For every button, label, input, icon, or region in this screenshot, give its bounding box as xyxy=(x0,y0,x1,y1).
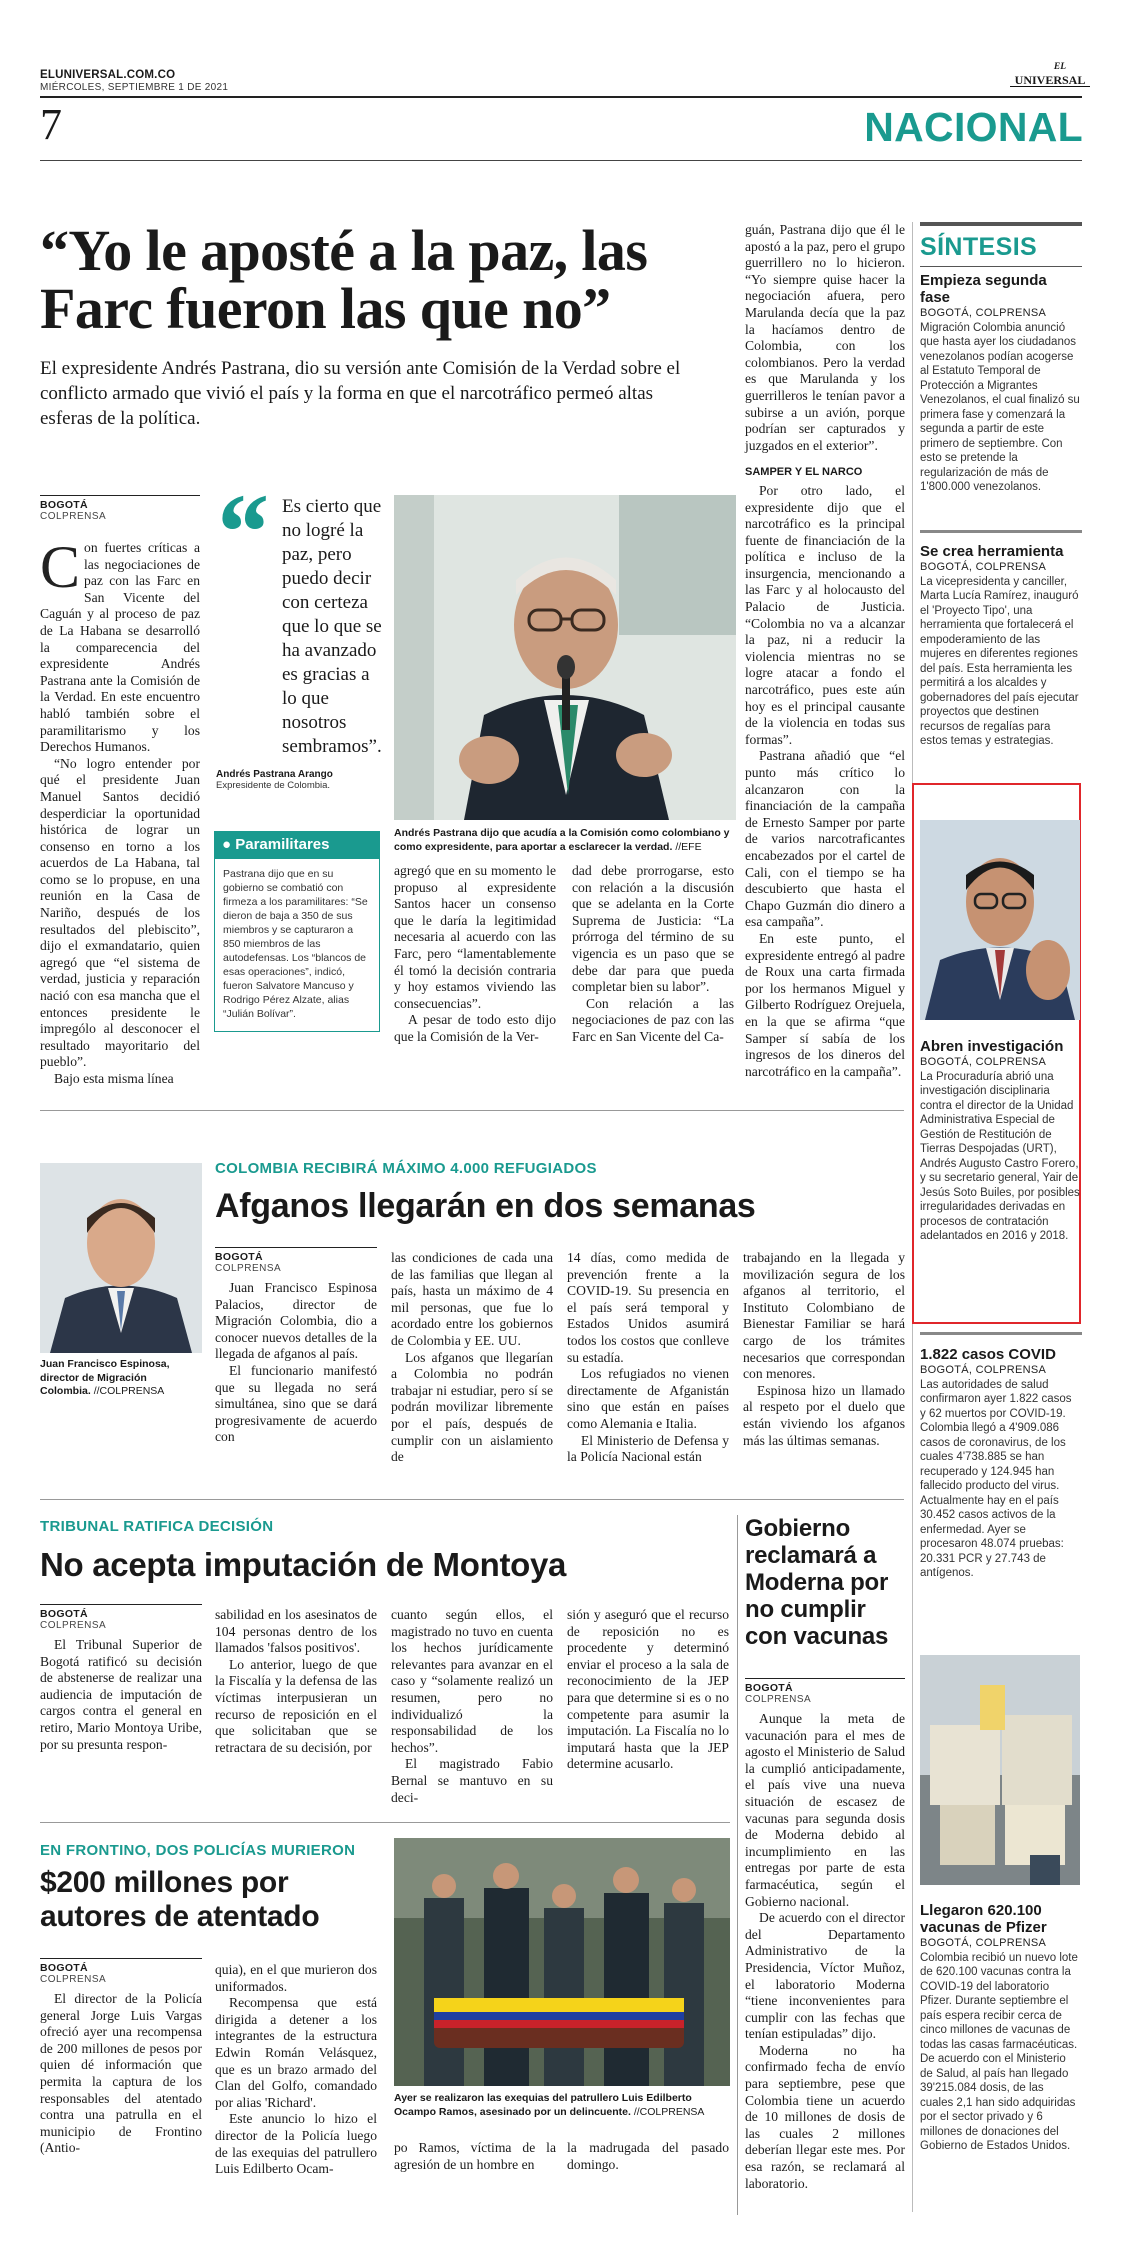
main-deck: El expresidente Andrés Pastrana, dio su versión ante Comisión de la Verdad sobre el conflicto armado que vivió el país y la forma en que el narcotráfico permeó altas esferas de la política. xyxy=(40,358,681,429)
frontino-kicker: EN FRONTINO, DOS POLICÍAS MURIERON xyxy=(40,1842,356,1859)
pastrana-caption: Andrés Pastrana dijo que acudía a la Comisión como colombiano y como expresidente, para aportar a esclarecer la verdad. //EFE xyxy=(394,827,730,853)
sintesis-item-pfizer: Llegaron 620.100 vacunas de Pfizer BOGOTÁ, COLPRENSA Colombia recibió un nuevo lote de 620.100 vacunas contra la COVID-19 del laboratorio Pfizer. Durante septiembre el país espera recibir cerca de cinco millones de vacunas de todas las casas farmacéuticas. De acuerdo con el Ministerio de Salud, al país han llegado 39'215.084 dosis, de las cuales 2,1 han sido adquiridas por el sector privado y 6 millones de donaciones del Gobierno de Estados Unidos. xyxy=(920,1902,1078,2152)
divider-frontino xyxy=(40,1822,730,1823)
exequias-photo xyxy=(394,1838,730,2086)
bullet-icon: ● xyxy=(222,836,232,853)
quote-text: Es cierto que no logré la paz, pero puedo decir con certeza que lo que se ha avanzado es gracias a lo que nosotros sembramos”. xyxy=(282,496,382,757)
quote-role: Expresidente de Colombia. xyxy=(216,780,331,791)
pastrana-photo xyxy=(394,495,736,820)
sintesis-title: SÍNTESIS xyxy=(920,233,1038,261)
divider-montoya xyxy=(40,1499,904,1500)
espinosa-photo xyxy=(40,1163,202,1353)
afganos-headline: Afganos llegarán en dos semanas xyxy=(215,1187,756,1225)
espinosa-illustration xyxy=(40,1163,202,1353)
vacunas-illustration xyxy=(920,1655,1080,1885)
montoya-kicker: TRIBUNAL RATIFICA DECISIÓN xyxy=(40,1518,274,1535)
issue-date: MIÉRCOLES, SEPTIEMBRE 1 DE 2021 xyxy=(40,82,229,93)
exequias-illustration xyxy=(394,1838,730,2086)
main-col-5: guán, Pastrana dijo que él le apostó a la paz, pero el grupo guerrillero no lo hicieron. “Yo siempre quise hacer la negociación afuera, pero Marulanda decía que la paz la hacíamos dentro de Colombia, con los colombianos. Pero la verdad es que Marulanda y los guerrilleros le tenían pavor a subirse a un avión, porque podrían ser capturados y juzgados en el exterior”. SAMPER Y EL NARCO Por otro lado, el expresidente dijo que el narcotráfico es la principal fuente de financiación de la política e incluso de la insurgencia, mencionando a las Farc y al holocausto del Palacio de Justicia. “Colombia no va a alcanzar la paz, ni a reducir la violencia mientras no se logre atacar a fondo el narcotráfico, pues este aún hoy es el principal causante de la violencia en todas sus formas”. Pastrana añadió que “el punto más crítico lo alcanzaron con la financiación de la campaña de Ernesto Samper por parte de varios narcotraficantes encabezados por el cartel de Cali, con el tiempo se ha descubierto que hasta el Chapo Guzmán dio dinero a esa campaña”. En este punto, el expresidente entregó al padre de Roux una carta firmada por los hermanos Miguel y Gilberto Rodríguez Orejuela, en la que se afirma “que Samper sí sabía de los ingresos de los dineros del narcotráfico en la campaña”. xyxy=(745,222,905,1079)
afganos-col-3: 14 días, como medida de prevención frente a la COVID-19. Su presencia en el país será temporal y Estados Unidos asumirá todos los costos que conlleve su estadía. Los refugiados no vienen directamente de Afganistán sino que están en países como Alemania e Italia. El Ministerio de Defensa y la Policía Nacional están xyxy=(567,1250,729,1465)
moderna-story: BOGOTÁ COLPRENSA Aunque la meta de vacunación para el mes de agosto el Ministerio de Salud la cumplió anticipadamente, el país vive una nueva situación de escasez de vacunas para segunda dosis de Moderna debido al incumplimiento en las entregas por parte de esta farmacéutica, según el Gobierno nacional. De acuerdo con el director del Departamento Administrativo de la Presidencia, Víctor Muñoz, el laboratorio Moderna “tiene inconvenientes para cumplir con las fechas que tenían estipuladas” dijo. Moderna no ha confirmado fecha de envío para septiembre, pese que Colombia tiene un acuerdo de 10 millones de dosis de las cuales 2 millones deberían llegar este mes. Por esa razón, se reclamará al laboratorio. xyxy=(745,1678,905,2192)
main-location: BOGOTÁ xyxy=(40,499,88,511)
frontino-col-2: quia), en el que murieron dos uniformados. Recompensa que está dirigida a detener a los integrantes de la estructura Edwin Román Velásquez, que es un brazo armado del Clan del Golfo, comandado por alias 'Richard'. Este anuncio lo hizo el director de la Policía luego de las exequias del patrullero Luis Edilberto Ocam- xyxy=(215,1962,377,2177)
paramilitares-box xyxy=(214,831,380,1081)
moderna-headline: Gobierno reclamará a Moderna por no cumplir con vacunas xyxy=(745,1515,889,1650)
sintesis-divider-2 xyxy=(920,1332,1082,1335)
page-number: 7 xyxy=(40,100,62,149)
subhead-samper: SAMPER Y EL NARCO xyxy=(745,466,863,479)
afganos-col-4: trabajando en la llegada y movilización segura de los afganos al territorio, el Instituto Colombiano de Bienestar Familiar se hará cargo de los trámites necesarios que correspondan con menores. Espinosa hizo un llamado al respeto por el duelo que están viviendo los afganos más las últimas semanas. xyxy=(743,1250,905,1448)
main-headline: “Yo le aposté a la paz, las Farc fueron las que no” xyxy=(40,218,648,341)
site-url: ELUNIVERSAL.COM.CO xyxy=(40,69,176,81)
montoya-col-4: sión y aseguró que el recurso de reposición no es procedente y determinó enviar el proceso a la sala de reconocimiento de la JEP para que determine si es o no competente para asumir la imputación. La Fiscalía no lo imputará hasta que la JEP determine acusarlo. xyxy=(567,1607,729,1772)
afganos-kicker: COLOMBIA RECIBIRÁ MÁXIMO 4.000 REFUGIADOS xyxy=(215,1160,597,1177)
pull-quote xyxy=(212,471,382,791)
header-rule xyxy=(40,96,1082,98)
quote-mark-icon: “ xyxy=(212,471,267,593)
sintesis-divider-1 xyxy=(920,530,1082,533)
montoya-col-1: BOGOTÁ COLPRENSA El Tribunal Superior de Bogotá ratificó su decisión de abstenerse de realizar una audiencia de imputación de cargos contra el general en retiro, Mario Montoya Uribe, por su presunta respon- xyxy=(40,1604,202,1753)
espinosa-caption: Juan Francisco Espinosa, director de Migración Colombia. //COLPRENSA xyxy=(40,1358,170,1397)
main-col-1: BOGOTÁ COLPRENSA Con fuertes críticas a las negociaciones de paz con las Farc en San Vicente del Caguán y al proceso de paz de La Habana se desarrolló la comparecencia del expresidente Andrés Pastrana ante la Comisión de la Verdad. En este encuentro habló también sobre el paramilitarismo y los Derechos Humanos. “No logro entender por qué el presidente Juan Manuel Santos decidió desperdiciar la oportunidad histórica de lograr un consenso en torno a los acuerdos de La Habana, tal como se lo propuse, en una reunión en la Casa de Nariño, después de los resultados del plebiscito”, dijo el exmandatario, quien agregó que “el sistema de verdad, justicia y reparación nació con esa mancha que el entonces presidente le imprególo al desconocer el resultado mayoritario del pueblo”. Bajo esta misma línea xyxy=(40,495,200,1088)
frontino-headline: $200 millones por autores de atentado xyxy=(40,1866,320,1933)
quote-author: Andrés Pastrana Arango xyxy=(216,769,333,780)
pastrana-illustration xyxy=(394,495,736,820)
sintesis-top-rule xyxy=(920,222,1082,226)
frontino-col-1: BOGOTÁ COLPRENSA El director de la Policía general Jorge Luis Vargas ofreció ayer una recompensa de 200 millones de pesos por quien dé información que permita la captura de los responsables del atentado contra una patrulla en el municipio de Frontino (Antio- xyxy=(40,1958,202,2157)
sintesis-item-herramienta: Se crea herramienta BOGOTÁ, COLPRENSA La vicepresidenta y canciller, Marta Lucía Ramírez, inauguró el 'Proyecto Tipo', una herramienta que fortalecerá el empoderamiento de las mujeres en diferentes regiones del país. Esta herramienta les permitirá a los alcaldes y gobernadores del país ejecutar proyectos que destinen recursos de regalías para estos temas y estrategias. xyxy=(920,543,1079,747)
frontino-col-3: po Ramos, víctima de la agresión de un hombre en xyxy=(394,2140,556,2172)
main-col-4: dad debe prorrogarse, esto con relación a la discusión que se adelanta en la Corte Suprema de Justicia: “La prórroga del término de su vigencia es un paso que se debe dar para que pueda completar bien su labor”. Con relación a las negociaciones de paz con las Farc en San Vicente del Ca- xyxy=(572,863,734,1044)
section-rule xyxy=(40,160,1082,161)
afganos-col-1: BOGOTÁ COLPRENSA Juan Francisco Espinosa Palacios, director de Migración Colombia, dio a conocer nuevos detalles de la llegada de afganos al país. El funcionario manifestó que su llegada no será simultánea, sino que se dará progresivamente de acuerdo con xyxy=(215,1247,377,1446)
montoya-headline: No acepta imputación de Montoya xyxy=(40,1546,567,1583)
logo: UNIVERSAL xyxy=(1010,74,1090,87)
investigacion-photo xyxy=(920,820,1080,1020)
divider-afganos xyxy=(40,1110,904,1111)
logo-top: EL xyxy=(1053,62,1067,72)
frontino-col-4: la madrugada del pasado domingo. xyxy=(567,2140,729,2172)
exequias-caption: Ayer se realizaron las exequias del patrullero Luis Edilberto Ocampo Ramos, asesinado por un delincuente. //COLPRENSA xyxy=(394,2092,705,2118)
vacunas-photo xyxy=(920,1655,1080,1885)
castro-illustration xyxy=(920,820,1080,1020)
main-agency: COLPRENSA xyxy=(40,511,107,522)
divider-moderna xyxy=(737,1515,738,2215)
section-title: NACIONAL xyxy=(864,104,1083,150)
drop-cap: C xyxy=(40,534,81,600)
montoya-col-2: sabilidad en los asesinatos de 104 personas dentro de los llamados 'falsos positivos'. Lo anterior, luego de que la Fiscalía y la defensa de las víctimas interpusieran un recurso de reposición en el que solicitaban que se retractara de su decisión, por xyxy=(215,1607,377,1755)
main-col-3: agregó que en su momento le propuso al expresidente Santos hacer un consenso que le daría la legitimidad necesaria al acuerdo con las Farc, pero “lamentablemente él tomó la decisión contraria y hoy estamos viviendo las consecuencias”. A pesar de todo esto dijo que la Comisión de la Ver- xyxy=(394,863,556,1044)
sintesis-item-covid: 1.822 casos COVID BOGOTÁ, COLPRENSA Las autoridades de salud confirmaron ayer 1.822 casos y 62 muertos por COVID-19. Colombia llegó a 4'909.086 casos de coronavirus, de los cuales 4'738.885 se han recuperado y 124.945 han fallecido producto del virus. Actualmente hay en el país 30.452 casos activos de la enfermedad. Ayer se procesaron 48.074 pruebas: 20.331 PCR y 27.743 de antígenos. xyxy=(920,1346,1072,1579)
afganos-col-2: las condiciones de cada una de las familias que llegan al país, hasta un máximo de 4 mil personas, que fue lo acordado entre los gobiernos de Colombia y EE. UU. Los afganos que llegarían a Colombia no podrán trabajar ni estudiar, pero sí se podrán movilizar libremente por el país, después de cumplir con un aislamiento de xyxy=(391,1250,553,1465)
sintesis-rule xyxy=(920,266,1082,267)
box-text: Pastrana dijo que en su gobierno se combatió con firmeza a los paramilitares: “Se dieron de baja a 350 de sus miembros y se capturaron a 850 miembros de las autodefensas. Los “blancos de esas operaciones”, indicó, fueron Salvatore Mancuso y Rodrigo Pérez Alzate, alias “Julián Bolívar”. xyxy=(214,859,380,1032)
sintesis-item-migracion: Empieza segunda fase BOGOTÁ, COLPRENSA Migración Colombia anunció que hasta ayer los ciudadanos venezolanos podían acogerse al Estatuto Temporal de Protección a Migrantes Venezolanos, el cual finalizó su primera fase y comenzará la segunda a partir de este primero de septiembre. Con esto se pretende la regularización de más de 1'800.000 venezolanos. xyxy=(920,272,1080,493)
box-header: ● Paramilitares xyxy=(214,831,380,859)
montoya-col-3: cuanto según ellos, el magistrado no tuvo en cuenta los hechos jurídicamente relevantes para avanzar en el caso y “solamente realizó un resumen, pero no individualizó la responsabilidad de los hechos”. El magistrado Fabio Bernal se mantuvo en su deci- xyxy=(391,1607,553,1805)
sintesis-item-investigacion: Abren investigación BOGOTÁ, COLPRENSA La Procuraduría abrió una investigación disciplinaria contra el director de la Unidad Administrativa Especial de Gestión de Restitución de Tierras Despojadas (URT), Andrés Augusto Castro Forero, y su secretario general, Yair de Jesús Soto Builes, por posibles irregularidades derivadas en procesos de contratación adelantados en 2016 y 2018. xyxy=(920,1038,1080,1242)
